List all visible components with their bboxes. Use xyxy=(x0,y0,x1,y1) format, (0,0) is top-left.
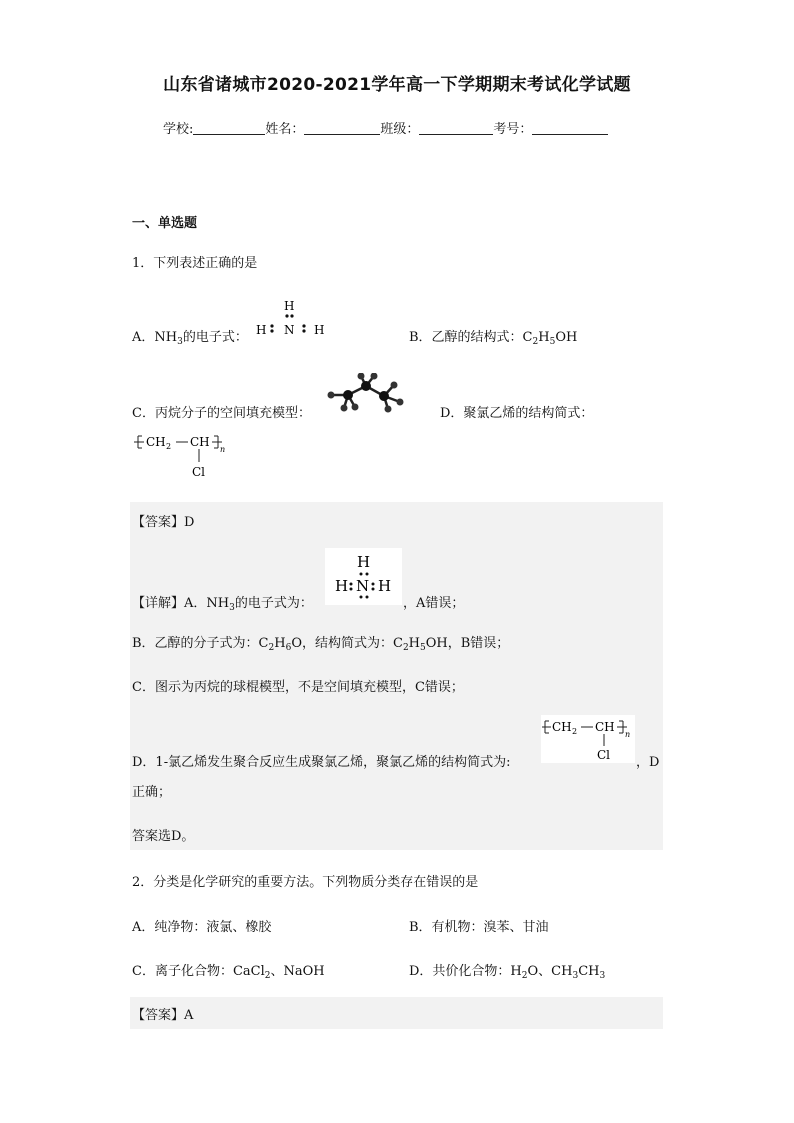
q1-option-d: D．聚氯乙烯的结构简式： xyxy=(440,406,594,421)
q1-stem: 1．下列表述正确的是 xyxy=(132,256,258,271)
nh3-electron-formula-diagram xyxy=(252,296,328,344)
svg-text:2: 2 xyxy=(166,442,172,451)
student-info-line xyxy=(163,118,608,137)
propane-ball-stick-model xyxy=(326,373,406,413)
q1-detail-d-cont: 正确； xyxy=(132,785,172,800)
q2-answer: 【答案】A xyxy=(132,1008,194,1023)
page-title: 山东省诸城市2020-2021学年高一下学期期末考试化学试题 xyxy=(163,75,631,95)
svg-text:Cl: Cl xyxy=(597,748,611,762)
svg-text:CH: CH xyxy=(552,720,572,734)
svg-text:2: 2 xyxy=(572,727,578,736)
q1-option-c: C．丙烷分子的空间填充模型： xyxy=(132,406,311,421)
class-blank xyxy=(419,121,493,135)
svg-text:n: n xyxy=(625,730,631,739)
q1-detail-b: B．乙醇的分子式为：$C_2H_6O$，结构简式为：$C_2H_5OH$，B错误； xyxy=(132,636,510,653)
svg-text:CH: CH xyxy=(190,435,210,449)
q2-option-a: A．纯净物：液氯、橡胶 xyxy=(132,920,272,935)
svg-text:Cl: Cl xyxy=(192,465,206,479)
name-blank xyxy=(304,121,380,135)
svg-text:CH: CH xyxy=(595,720,615,734)
svg-text:n: n xyxy=(220,445,226,454)
q1-detail-d: D．1-氯乙烯发生聚合反应生成聚氯乙烯，聚氯乙烯的结构简式为: xyxy=(132,755,511,770)
q1-conclusion: 答案选D。 xyxy=(132,829,195,844)
section-heading: 一、单选题 xyxy=(132,216,198,231)
exam-no-blank xyxy=(532,121,608,135)
q1-detail-c: C．图示为丙烷的球棍模型，不是空间填充模型，C错误； xyxy=(132,680,464,695)
name-label: 姓名： xyxy=(265,122,305,137)
school-label: 学校: xyxy=(163,122,194,137)
nh3-correct-formula-image xyxy=(325,548,402,605)
pvc-structure-formula xyxy=(132,430,232,482)
svg-text:H: H xyxy=(335,577,349,595)
q2-answer-panel xyxy=(130,997,663,1029)
q1-detail-d-end: ，D xyxy=(636,755,660,770)
svg-text:CH: CH xyxy=(146,435,166,449)
formula-h-left: H xyxy=(256,323,267,337)
q1-answer: 【答案】D xyxy=(132,515,195,530)
class-label: 班级： xyxy=(380,122,420,137)
formula-h-right: H xyxy=(314,323,325,337)
svg-text:H: H xyxy=(357,553,371,571)
q2-option-d: D．共价化合物：$H_2O$、$CH_3CH_3$ xyxy=(409,964,606,981)
q1-option-a: A．$NH_3$的电子式： xyxy=(132,330,248,347)
q1-detail-a: 【详解】A．$NH_3$的电子式为： xyxy=(132,596,313,613)
formula-h-top: H xyxy=(284,299,295,313)
q2-stem: 2．分类是化学研究的重要方法。下列物质分类存在错误的是 xyxy=(132,875,479,890)
exam-no-label: 考号： xyxy=(493,122,533,137)
q2-option-c: C．离子化合物：CaCl$_2$、NaOH xyxy=(132,964,325,981)
q1-option-b: B．乙醇的结构式：$C_2H_5OH$ xyxy=(409,330,578,347)
svg-text:N: N xyxy=(356,577,370,595)
pvc-correct-formula-image xyxy=(541,715,635,763)
school-blank xyxy=(193,121,265,135)
formula-n: N xyxy=(284,323,295,337)
q1-detail-a-end: ，A错误； xyxy=(403,596,465,611)
q2-option-b: B．有机物：溴苯、甘油 xyxy=(409,920,549,935)
svg-text:H: H xyxy=(378,577,392,595)
